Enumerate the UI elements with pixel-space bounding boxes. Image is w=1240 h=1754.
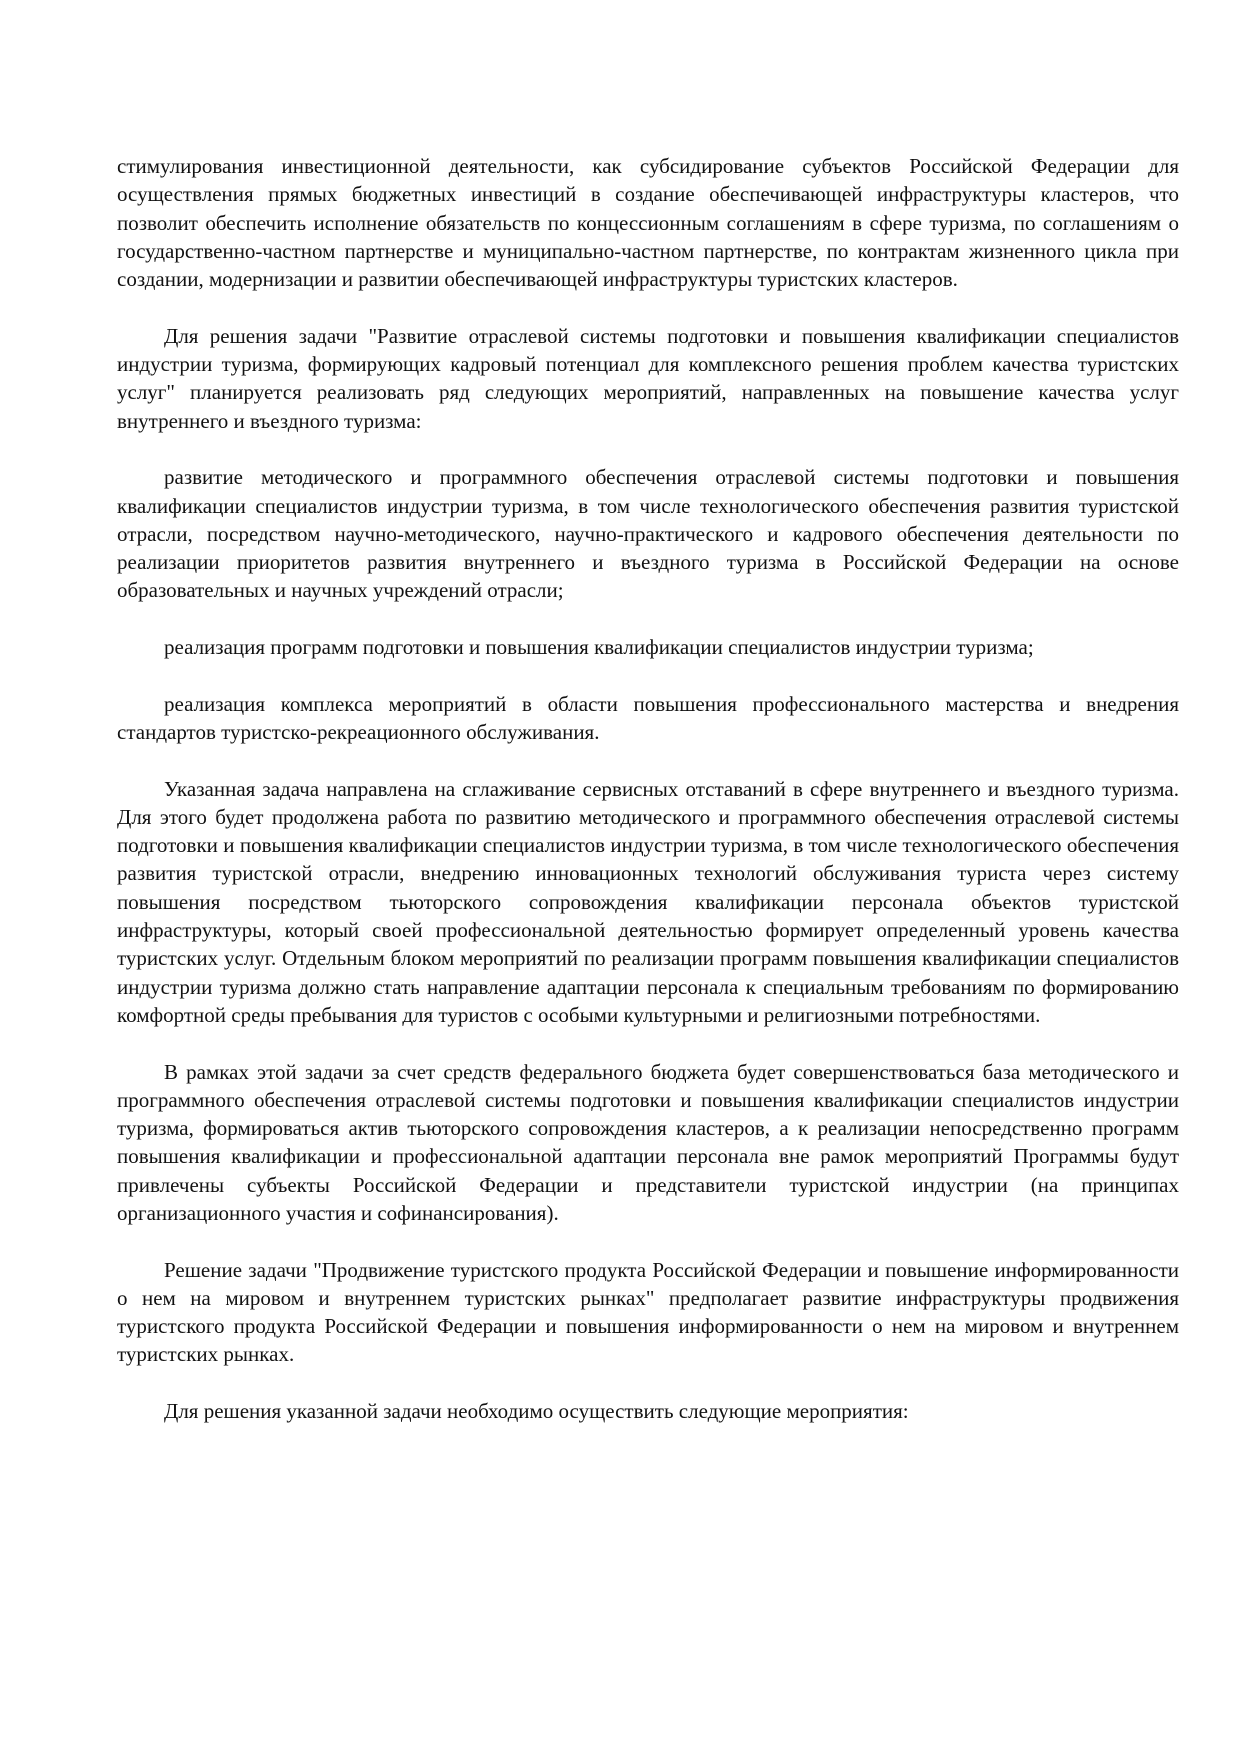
paragraph: Указанная задача направлена на сглаживание сервисных отставаний в сфере внутреннего и въездного туризма. Для этого будет продолжена работа по развитию методического и программного обеспечения отраслевой системы подготовки и повышения квалификации специалистов индустрии туризма, в том числе технологического обеспечения развития туристской отрасли, внедрению инновационных технологий обслуживания туриста через систему повышения посредством тьюторского сопровождения квалификации персонала объектов туристской инфраструктуры, который своей профессиональной деятельностью формирует определенный уровень качества туристских услуг. Отдельным блоком мероприятий по реализации программ повышения квалификации специалистов индустрии туризма должно стать направление адаптации персонала к специальным требованиям по формированию комфортной среды пребывания для туристов с особыми культурными и религиозными потребностями. bbox=[117, 776, 1179, 1027]
paragraph-continuation: стимулирования инвестиционной деятельности, как субсидирование субъектов Российской Федерации для осуществления прямых бюджетных инвестиций в создание обеспечивающей инфраструктуры кластеров, что позволит обеспечить исполнение обязательств по концессионным соглашениям в сфере туризма, по соглашениям о государственно-частном партнерстве и муниципально-частном партнерстве, по контрактам жизненного цикла при создании, модернизации и развитии обеспечивающей инфраструктуры туристских кластеров. bbox=[117, 154, 1179, 292]
list-item-paragraph: реализация комплекса мероприятий в области повышения профессионального мастерства и внедрения стандартов туристско-рекреационного обслуживания. bbox=[117, 691, 1179, 744]
paragraph: Для решения задачи "Развитие отраслевой системы подготовки и повышения квалификации специалистов индустрии туризма, формирующих кадровый потенциал для комплексного решения проблем качества туристских услуг" планируется реализовать ряд следующих мероприятий, направленных на повышение качества услуг внутреннего и въездного туризма: bbox=[117, 323, 1179, 433]
paragraph: Для решения указанной задачи необходимо осуществить следующие мероприятия: bbox=[164, 1399, 909, 1424]
paragraph: В рамках этой задачи за счет средств федерального бюджета будет совершенствоваться база методического и программного обеспечения отраслевой системы подготовки и повышения квалификации специалистов индустрии туризма, формироваться актив тьюторского сопровождения кластеров, а к реализации непосредственно программ повышения квалификации и профессиональной адаптации персонала вне рамок мероприятий Программы будут привлечены субъекты Российской Федерации и представители туристской индустрии (на принципах организационного участия и софинансирования). bbox=[117, 1059, 1179, 1225]
document-page bbox=[117, 152, 1179, 1454]
paragraph: Решение задачи "Продвижение туристского продукта Российской Федерации и повышение информированности о нем на мировом и внутреннем туристских рынках" предполагает развитие инфраструктуры продвижения туристского продукта Российской Федерации и повышения информированности о нем на мировом и внутреннем туристских рынках. bbox=[117, 1257, 1179, 1367]
list-item-paragraph: реализация программ подготовки и повышения квалификации специалистов индустрии туризма; bbox=[164, 635, 1034, 660]
list-item-paragraph: развитие методического и программного обеспечения отраслевой системы подготовки и повышения квалификации специалистов индустрии туризма, в том числе технологического обеспечения развития туристской отрасли, посредством научно-методического, научно-практического и кадрового обеспечения деятельности по реализации приоритетов развития внутреннего и въездного туризма в Российской Федерации на основе образовательных и научных учреждений отрасли; bbox=[117, 465, 1179, 603]
